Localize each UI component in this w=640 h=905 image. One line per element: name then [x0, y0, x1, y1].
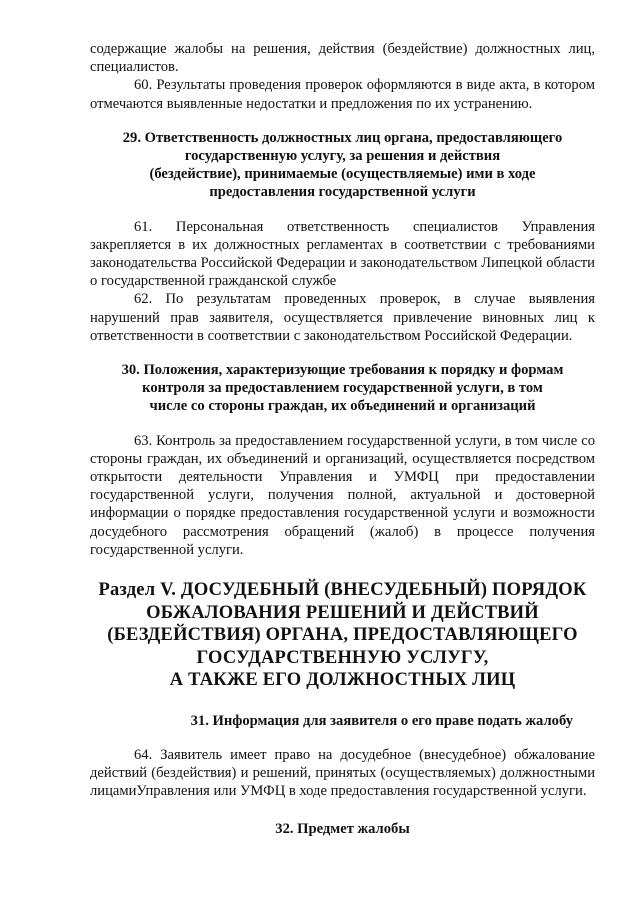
section-5-title: [90, 579, 595, 692]
paragraph-63: 63. Контроль за предоставлением государственной услуги, в том числе со стороны граждан, их объединений и организаций, осуществляется посредством открытости деятельности Управления и УМФЦ при предоставлении государственной услуги, получения полной, актуальной и достоверной информации о порядке предоставления государственной услуги и возможности досудебного рассмотрения обращений (жалоб) в процессе получения государственной услуги.: [90, 432, 595, 558]
section-5-title-line: ГОСУДАРСТВЕННУЮ УСЛУГУ,: [196, 647, 489, 668]
heading-29: [90, 129, 595, 202]
heading-29-line: предоставления государственной услуги: [209, 184, 476, 201]
section-5-title-line: ОБЖАЛОВАНИЯ РЕШЕНИЙ И ДЕЙСТВИЙ: [146, 602, 539, 623]
paragraph-60: 60. Результаты проведения проверок оформляются в виде акта, в котором отмечаются выявленные недостатки и предложения по их устранению.: [90, 77, 595, 112]
heading-30: [90, 361, 595, 416]
heading-29-line: (бездействие), принимаемые (осуществляемые) ими в ходе: [149, 166, 536, 183]
section-5-title-line: Раздел V. ДОСУДЕБНЫЙ (ВНЕСУДЕБНЫЙ) ПОРЯДОК: [98, 580, 587, 601]
heading-30-line: числе со стороны граждан, их объединений и организаций: [149, 398, 536, 415]
heading-31: 31. Информация для заявителя о его праве подать жалобу: [190, 712, 573, 729]
section-5-title-line: (БЕЗДЕЙСТВИЯ) ОРГАНА, ПРЕДОСТАВЛЯЮЩЕГО: [107, 625, 578, 646]
paragraph-61: 61. Персональная ответственность специалистов Управления закрепляется в их должностных регламентах в соответствии с требованиями законодательства Российской Федерации и законодательством Липецкой области о государственной гражданской службе: [90, 218, 595, 290]
heading-30-line: контроля за предоставлением государственной услуги, в том: [142, 380, 543, 397]
heading-29-line: 29. Ответственность должностных лиц органа, предоставляющего: [122, 129, 563, 146]
paragraph-continuation: содержащие жалобы на решения, действия (бездействие) должностных лиц, специалистов.: [90, 41, 595, 76]
heading-30-line: 30. Положения, характеризующие требования к порядку и формам: [121, 362, 564, 379]
paragraph-62: 62. По результатам проведенных проверок, в случае выявления нарушений прав заявителя, осуществляется привлечение виновных лиц к ответственности в соответствии с законодательством Российской Федерации.: [90, 291, 595, 344]
paragraph-64: 64. Заявитель имеет право на досудебное (внесудебное) обжалование действий (бездействия) и решений, принятых (осуществляемых) должностными лицамиУправления или УМФЦ в ходе предоставления государственной услуги.: [90, 746, 595, 800]
heading-29-line: государственную услугу, за решения и действия: [184, 148, 501, 165]
heading-32: 32. Предмет жалобы: [275, 821, 410, 838]
document-page: [90, 40, 595, 839]
section-5-title-line: А ТАКЖЕ ЕГО ДОЛЖНОСТНЫХ ЛИЦ: [169, 670, 516, 691]
